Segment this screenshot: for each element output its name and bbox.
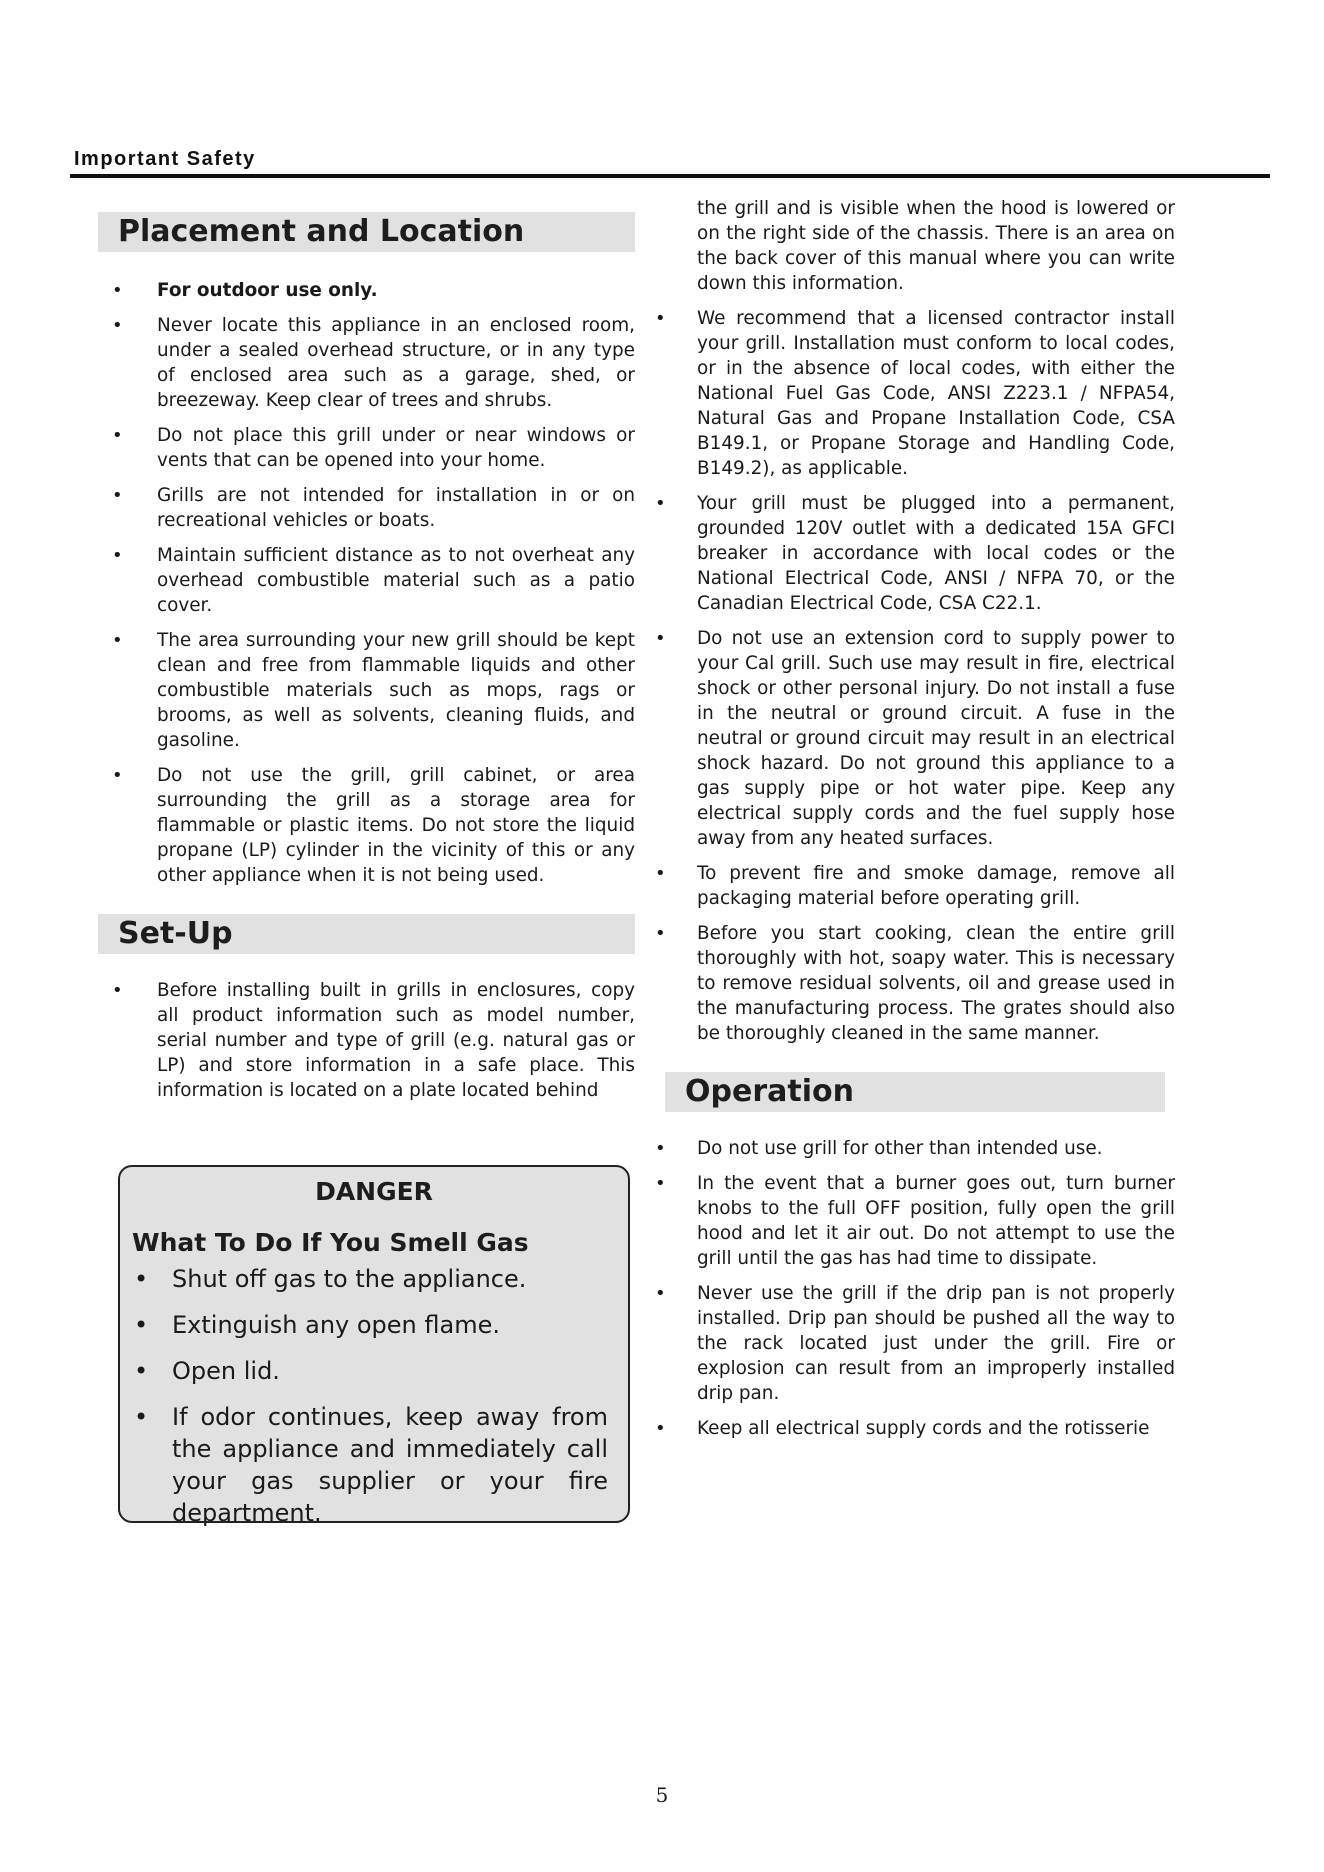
list-item: • Do not use an extension cord to supply power to your Cal grill. Such use may result in fire, electrical shock or other personal injury. Do not install a fuse in the neutral or ground circuit. A fuse in the neutral or ground circuit may result in an electrical shock hazard. Do not ground this appliance to a gas supply pipe or hot water pipe. Keep any electrical supply cords and the fuel supply hose away from any heated surfaces.: [655, 628, 1175, 849]
section-heading-setup: Set-Up: [98, 914, 635, 954]
list-item: • Do not use grill for other than intended use.: [655, 1138, 1103, 1159]
bullet-icon: •: [112, 280, 123, 301]
list-item: • We recommend that a licensed contractor install your grill. Installation must conform to local codes, or in the absence of local codes, with either the National Fuel Gas Code, ANSI Z223.1 / NFPA54, Natural Gas and Propane Installation Code, CSA B149.1, or Propane Storage and Handling Code, B149.2), as applicable.: [655, 308, 1175, 479]
list-item: • Maintain sufficient distance as to not overheat any overhead combustible material such as a patio cover.: [112, 545, 635, 616]
left-column: [98, 212, 635, 1113]
danger-subtitle: What To Do If You Smell Gas: [132, 1228, 529, 1257]
list-item: • Never use the grill if the drip pan is not properly installed. Drip pan should be pushed all the way to the rack located just under the grill. Fire or explosion can result from an improperly installed drip pan.: [655, 1283, 1175, 1404]
list-item: • In the event that a burner goes out, turn burner knobs to the full OFF position, fully open the grill hood and let it air out. Do not attempt to use the grill until the gas has had time to dissipate.: [655, 1173, 1175, 1269]
bullet-icon: •: [134, 1403, 149, 1431]
bullet-icon: •: [112, 980, 123, 1001]
bullet-icon: •: [655, 1138, 666, 1159]
list-item: • If odor continues, keep away from the appliance and immediately call your gas supplier or your fire department.: [134, 1403, 608, 1527]
bullet-icon: •: [112, 630, 123, 651]
list-item: • Extinguish any open flame.: [134, 1311, 500, 1339]
setup-continuation: the grill and is visible when the hood is lowered or on the right side of the chassis. There is an area on the back cover of this manual where you can write down this information.: [697, 198, 1175, 294]
list-item: • Your grill must be plugged into a permanent, grounded 120V outlet with a dedicated 15A GFCI breaker in accordance with local codes or the National Electrical Code, ANSI / NFPA 70, or the Canadian Electrical Code, CSA C22.1.: [655, 493, 1175, 614]
danger-title: DANGER: [315, 1177, 433, 1206]
section-heading-placement: Placement and Location: [98, 212, 635, 252]
bullet-icon: •: [655, 1418, 666, 1439]
bullet-icon: •: [655, 863, 666, 884]
section-heading-operation: Operation: [665, 1072, 1165, 1112]
page-number: 5: [655, 1783, 669, 1807]
list-item: • Before installing built in grills in enclosures, copy all product information such as model number, serial number and type of grill (e.g. natural gas or LP) and store information in a safe place. This information is located on a plate located behind: [112, 980, 635, 1101]
bullet-icon: •: [655, 493, 666, 514]
list-item: • Shut off gas to the appliance.: [134, 1265, 527, 1293]
right-column: [655, 196, 1175, 1451]
list-item: • Before you start cooking, clean the entire grill thoroughly with hot, soapy water. This is necessary to remove residual solvents, oil and grease used in the manufacturing process. The grates should also be thoroughly cleaned in the same manner.: [655, 923, 1175, 1044]
header-rule: [70, 174, 1270, 178]
bullet-icon: •: [112, 315, 123, 336]
bullet-icon: •: [134, 1357, 149, 1385]
list-item: • To prevent fire and smoke damage, remove all packaging material before operating grill.: [655, 863, 1175, 909]
list-item: • Grills are not intended for installation in or on recreational vehicles or boats.: [112, 485, 635, 531]
bullet-icon: •: [655, 1173, 666, 1194]
bullet-icon: •: [112, 545, 123, 566]
danger-box: [118, 1165, 630, 1527]
bullet-icon: •: [134, 1265, 149, 1293]
danger-list: [120, 1263, 628, 1529]
bullet-icon: •: [112, 485, 123, 506]
setup-list: [98, 978, 635, 1103]
setup-more-list: [655, 306, 1175, 1046]
bullet-icon: •: [134, 1311, 149, 1339]
list-item: • Do not place this grill under or near windows or vents that can be opened into your home.: [112, 425, 635, 471]
list-item: • Do not use the grill, grill cabinet, or area surrounding the grill as a storage area for flammable or plastic items. Do not store the liquid propane (LP) cylinder in the vicinity of this or any other appliance when it is not being used.: [112, 765, 635, 886]
list-item: • Open lid.: [134, 1357, 280, 1385]
bullet-icon: •: [655, 308, 666, 329]
list-item: • For outdoor use only.: [112, 280, 378, 301]
operation-list: [655, 1136, 1175, 1441]
bullet-icon: •: [112, 425, 123, 446]
placement-list: [98, 278, 635, 888]
list-item: • Keep all electrical supply cords and the rotisserie: [655, 1418, 1150, 1439]
bullet-icon: •: [112, 765, 123, 786]
bullet-icon: •: [655, 628, 666, 649]
bullet-icon: •: [655, 1283, 666, 1304]
list-item: • Never locate this appliance in an enclosed room, under a sealed overhead structure, or in any type of enclosed area such as a garage, shed, or breezeway. Keep clear of trees and shrubs.: [112, 315, 635, 411]
bullet-icon: •: [655, 923, 666, 944]
list-item: • The area surrounding your new grill should be kept clean and free from flammable liquids and other combustible materials such as mops, rags or brooms, as well as solvents, cleaning fluids, and gasoline.: [112, 630, 635, 751]
header-title: Important Safety: [74, 148, 256, 170]
